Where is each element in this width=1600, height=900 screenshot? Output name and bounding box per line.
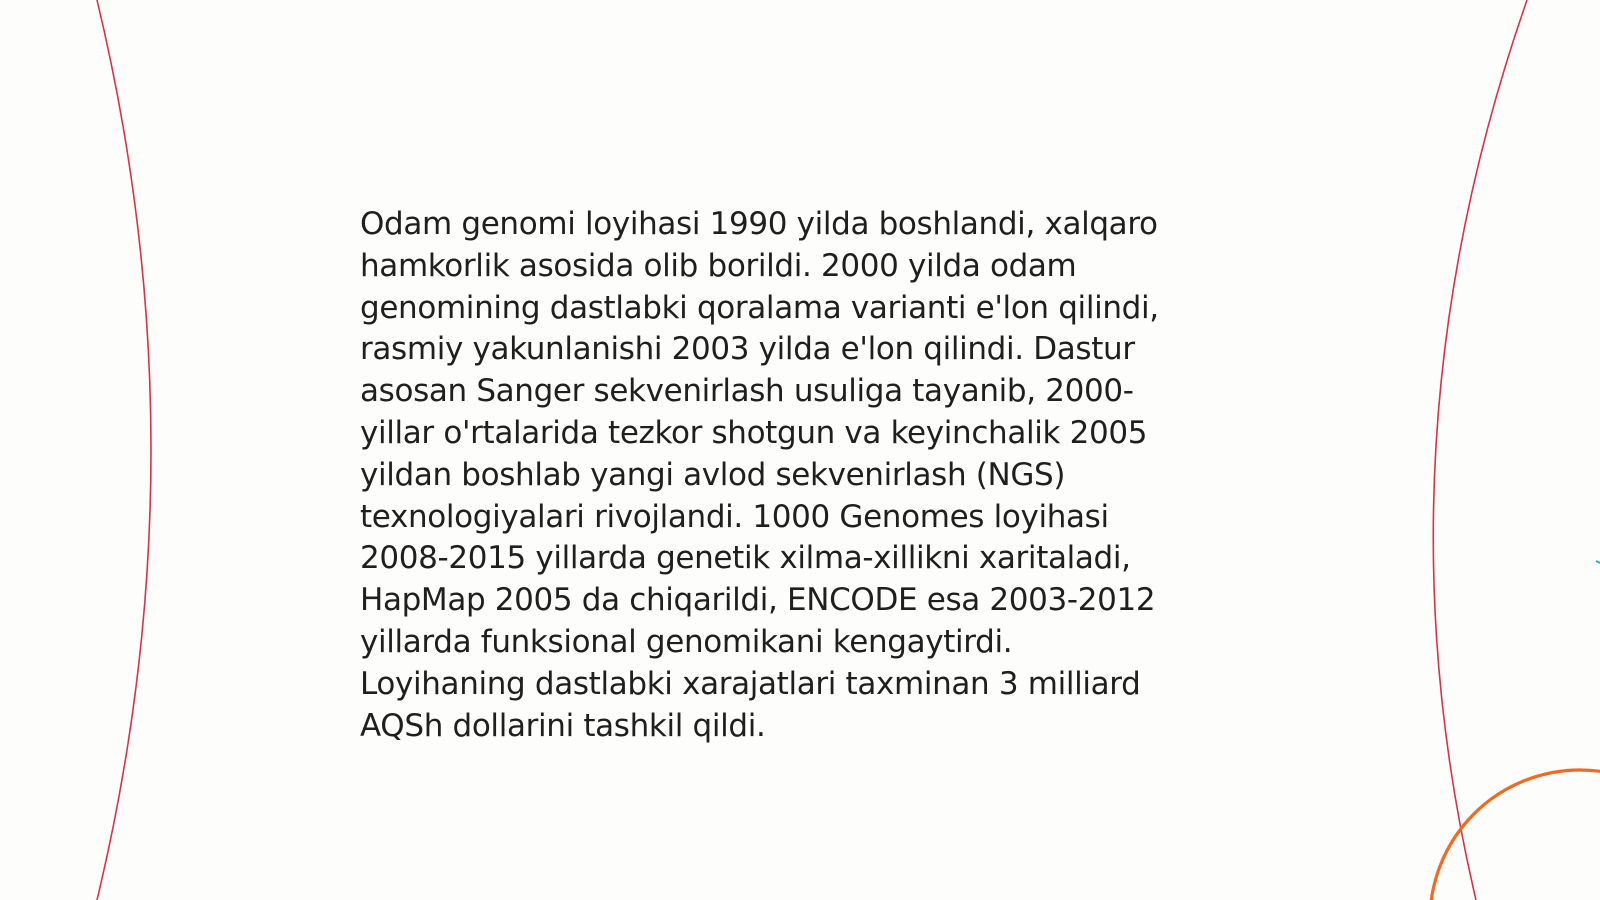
left-arc-decoration <box>97 0 151 900</box>
paragraph-line: yillarda funksional genomikani kengaytirdi. <box>360 623 1013 660</box>
orange-circle-decoration <box>1430 770 1600 900</box>
paragraph-line: Loyihaning dastlabki xarajatlari taxminan 3 milliard <box>360 665 1141 702</box>
paragraph-line: asosan Sanger sekvenirlash usuliga tayanib, 2000- <box>360 373 1134 410</box>
paragraph-line: Odam genomi loyihasi 1990 yilda boshlandi, xalqaro <box>360 206 1158 242</box>
paragraph-line: texnologiyalari rivojlandi. 1000 Genomes loyihasi <box>360 498 1109 535</box>
accent-tick-decoration <box>1596 561 1600 563</box>
paragraph-line: 2008-2015 yillarda genetik xilma-xillikni xaritaladi, <box>360 540 1131 577</box>
body-paragraph <box>360 204 1240 747</box>
paragraph-line: hamkorlik asosida olib borildi. 2000 yilda odam <box>360 247 1077 284</box>
paragraph-line: genomining dastlabki qoralama varianti e'lon qilindi, <box>360 289 1159 326</box>
paragraph-line: yildan boshlab yangi avlod sekvenirlash (NGS) <box>360 456 1066 493</box>
paragraph-line: rasmiy yakunlanishi 2003 yilda e'lon qilindi. Dastur <box>360 331 1135 368</box>
paragraph-line: HapMap 2005 da chiqarildi, ENCODE esa 2003-2012 <box>360 582 1156 619</box>
right-arc-decoration <box>1433 0 1527 900</box>
paragraph-line: yillar o'rtalarida tezkor shotgun va keyinchalik 2005 <box>360 414 1148 451</box>
paragraph-line: AQSh dollarini tashkil qildi. <box>360 707 766 744</box>
